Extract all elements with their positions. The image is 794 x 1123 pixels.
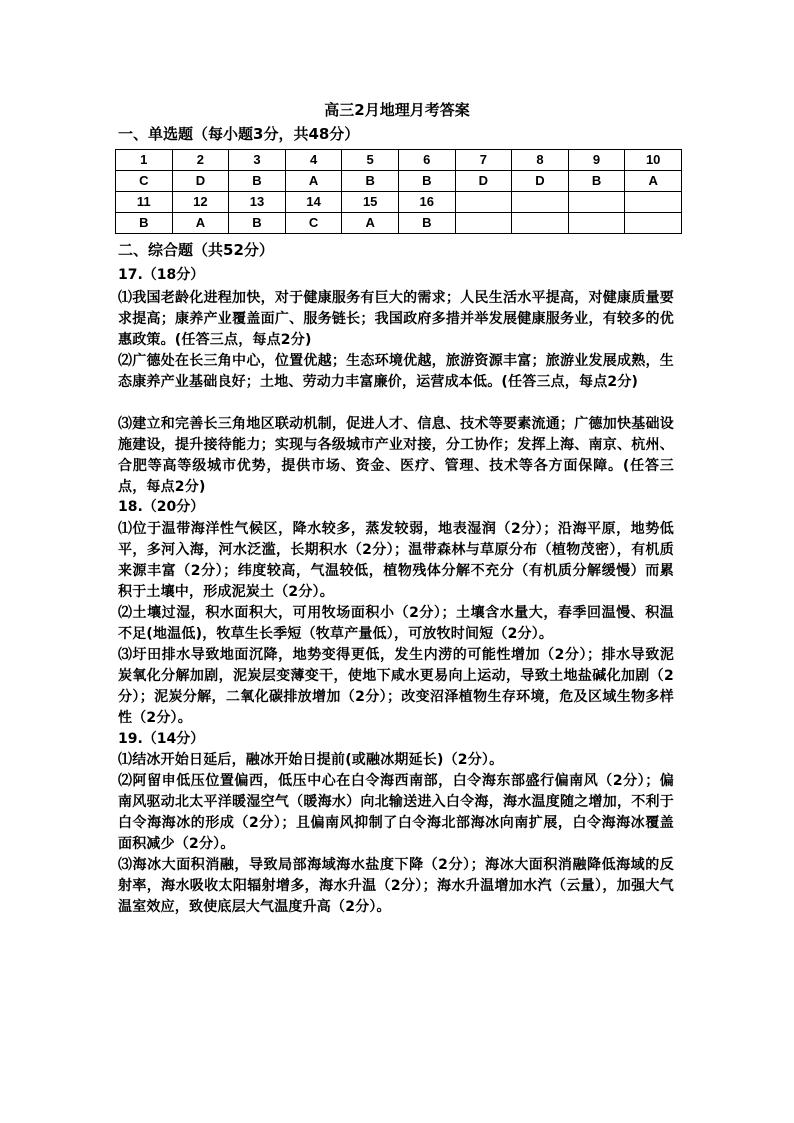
q17-heading: 17.（18分）	[118, 267, 205, 283]
table-cell: C	[116, 171, 173, 192]
table-cell	[512, 213, 569, 234]
table-cell: 2	[172, 150, 229, 171]
section2-heading: 二、综合题（共52分）	[118, 241, 274, 259]
table-cell: B	[342, 171, 399, 192]
table-row	[116, 213, 682, 234]
q19-answer-1: ⑴结冰开始日延后，融冰开始日提前(或融冰期延长)（2分）。	[118, 752, 504, 768]
table-cell: 6	[398, 150, 455, 171]
table-row	[116, 192, 682, 213]
table-cell: A	[172, 213, 229, 234]
table-cell	[455, 213, 512, 234]
table-cell: 16	[398, 192, 455, 213]
table-cell: 9	[568, 150, 625, 171]
table-cell: D	[172, 171, 229, 192]
q17-answer-1: ⑴我国老龄化进程加快，对于健康服务有巨大的需求；人民生活水平提高，对健康质量要求提高；康养产业覆盖面广、服务链长；我国政府多措并举发展健康服务业，有较多的优惠政策。(任答三点，每点2分)	[118, 290, 674, 348]
table-cell: 7	[455, 150, 512, 171]
q19-answer-2: ⑵阿留申低压位置偏西，低压中心在白令海西南部，白令海东部盛行偏南风（2分）；偏南风驱动北太平洋暖湿空气（暖海水）向北输送进入白令海，海水温度随之增加，不利于白令海海冰的形成（2分）；且偏南风抑制了白令海北部海冰向南扩展，白令海海冰覆盖面积减少（2分）。	[118, 773, 674, 852]
table-row	[116, 150, 682, 171]
table-cell: B	[398, 171, 455, 192]
table-cell: 14	[285, 192, 342, 213]
table-cell: A	[625, 171, 682, 192]
table-cell: 4	[285, 150, 342, 171]
table-cell: B	[116, 213, 173, 234]
table-cell	[625, 213, 682, 234]
table-cell: B	[568, 171, 625, 192]
table-row	[116, 171, 682, 192]
q18-heading: 18.（20分）	[118, 499, 205, 515]
table-cell	[568, 213, 625, 234]
table-cell: 12	[172, 192, 229, 213]
table-cell: 11	[116, 192, 173, 213]
table-cell: D	[512, 171, 569, 192]
q18-answer-3: ⑶圩田排水导致地面沉降，地势变得更低，发生内涝的可能性增加（2分）；排水导致泥炭氧化分解加剧，泥炭层变薄变干，使地下咸水更易向上运动，导致土地盐碱化加剧（2分）；泥炭分解，二氧化碳排放增加（2分）；改变沼泽植物生存环境，危及区域生物多样性（2分）。	[118, 647, 674, 726]
table-cell: 15	[342, 192, 399, 213]
table-cell: 5	[342, 150, 399, 171]
table-cell	[512, 192, 569, 213]
q17-answer-3: ⑶建立和完善长三角地区联动机制，促进人才、信息、技术等要素流通；广德加快基础设施建设，提升接待能力；实现与各级城市产业对接，分工协作；发挥上海、南京、杭州、合肥等高等级城市优势，提供市场、资金、医疗、管理、技术等各方面保障。(任答三点，每点2分)	[118, 416, 674, 495]
table-cell	[568, 192, 625, 213]
q17-answer-2: ⑵广德处在长三角中心，位置优越；生态环境优越，旅游资源丰富；旅游业发展成熟，生态康养产业基础良好；土地、劳动力丰富廉价，运营成本低。(任答三点，每点2分)	[118, 353, 674, 390]
table-cell: B	[229, 213, 286, 234]
table-cell: 8	[512, 150, 569, 171]
q18-answer-1: ⑴位于温带海洋性气候区，降水较多，蒸发较弱，地表湿润（2分）；沿海平原，地势低平，多河入海，河水泛滥，长期积水（2分）；温带森林与草原分布（植物茂密），有机质来源丰富（2分）；纬度较高，气温较低，植物残体分解不充分（有机质分解缓慢）而累积于土壤中，形成泥炭土（2分）。	[118, 521, 674, 600]
q19-answer-3: ⑶海冰大面积消融，导致局部海域海水盐度下降（2分）；海冰大面积消融降低海域的反射率，海水吸收太阳辐射增多，海水升温（2分）；海水升温增加水汽（云量），加强大气温室效应，致使底层大气温度升高（2分）。	[118, 857, 674, 915]
table-cell: D	[455, 171, 512, 192]
table-cell: 13	[229, 192, 286, 213]
table-cell: A	[285, 171, 342, 192]
table-cell: 1	[116, 150, 173, 171]
q19-heading: 19.（14分）	[118, 731, 205, 747]
answer-table	[115, 149, 682, 234]
section1-heading: 一、单选题（每小题3分，共48分）	[118, 125, 360, 143]
table-cell: B	[398, 213, 455, 234]
table-cell: 3	[229, 150, 286, 171]
table-cell: B	[229, 171, 286, 192]
table-cell: A	[342, 213, 399, 234]
page-title: 高三2月地理月考答案	[324, 101, 470, 119]
table-cell	[625, 192, 682, 213]
table-cell: 10	[625, 150, 682, 171]
q18-answer-2: ⑵土壤过湿，积水面积大，可用牧场面积小（2分）；土壤含水量大，春季回温慢、积温不足(地温低)，牧草生长季短（牧草产量低），可放牧时间短（2分）。	[118, 605, 674, 642]
table-cell	[455, 192, 512, 213]
table-cell: C	[285, 213, 342, 234]
